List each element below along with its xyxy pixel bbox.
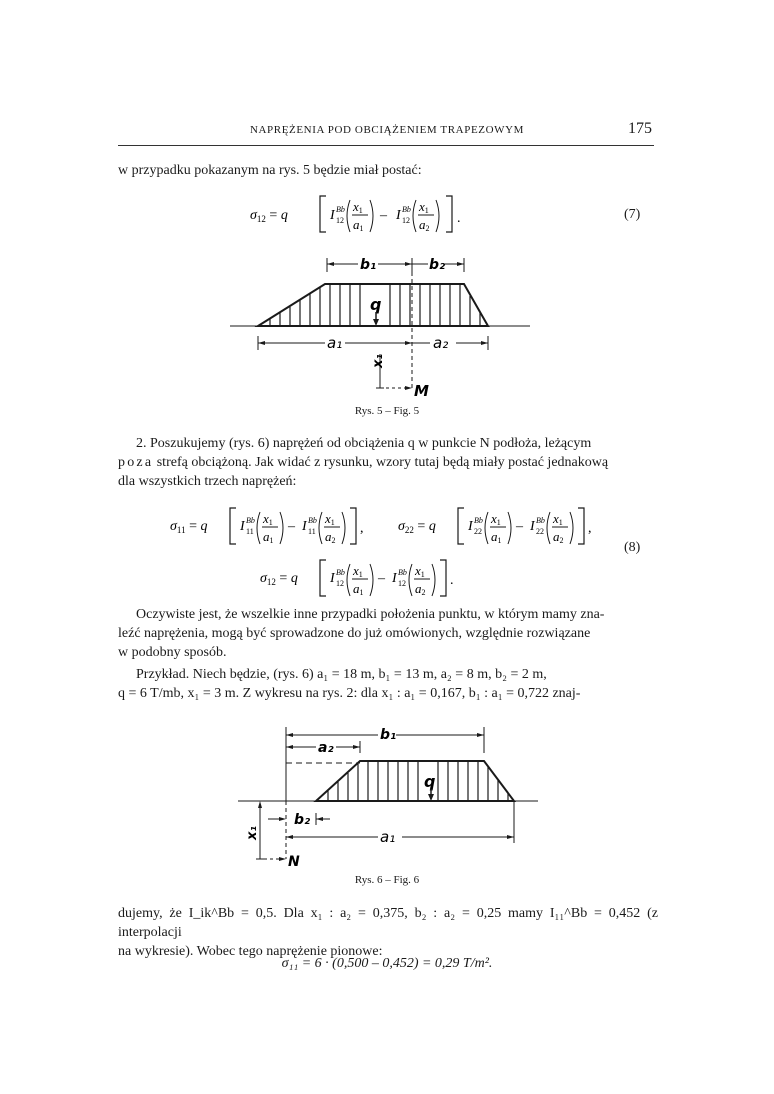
example-paragraph bbox=[118, 665, 658, 703]
svg-text:x1: x1 bbox=[353, 563, 363, 579]
example-line2: q = 6 T/mb, x₁ = 3 m. Z wykresu na rys. 2: dla x₁ : a₁ = 0,167, b₁ : a₁ = 0,722 znaj- bbox=[118, 686, 581, 701]
fig6-label-q: q bbox=[424, 772, 436, 791]
running-title: NAPRĘŻENIA POD OBCIĄŻENIEM TRAPEZOWYM bbox=[249, 124, 525, 136]
svg-text:σ11 = q: $\sigma_{11} = q$ bbox=[170, 519, 208, 535]
svg-text:–: – bbox=[516, 519, 523, 534]
svg-text:12: 12 bbox=[336, 216, 344, 225]
final-equation: σ₁₁ = 6 · (0,500 – 0,452) = 0,29 T/m². bbox=[281, 956, 493, 971]
svg-text:Bb: Bb bbox=[308, 516, 317, 525]
svg-text:Bb: Bb bbox=[402, 205, 411, 214]
svg-text:a2: a2 bbox=[419, 217, 430, 233]
fig5-label-q: q bbox=[370, 295, 382, 314]
equation-7-number: (7) bbox=[624, 207, 641, 222]
figure-6-drawing bbox=[238, 725, 538, 870]
svg-text:I: I bbox=[330, 571, 335, 586]
svg-text:I: I bbox=[530, 519, 535, 534]
result-line1: dujemy, że I_ik^Bb = 0,5. Dla x₁ : a₂ = 0,375, b₂ : a₂ = 0,25 mamy I₁₁^Bb = 0,452 (z interpolacji bbox=[118, 906, 658, 940]
para2-line2 bbox=[118, 453, 658, 472]
svg-text:σ22 = q: $\sigma_{22} = q$ bbox=[398, 519, 436, 535]
svg-text:x1: x1 bbox=[353, 199, 363, 215]
fig6-label-b2: b₂ bbox=[294, 812, 311, 828]
svg-text:a1: a1 bbox=[263, 529, 274, 545]
page-header bbox=[0, 122, 774, 142]
svg-text:Bb: Bb bbox=[398, 568, 407, 577]
para2-spaced-word: poza bbox=[118, 455, 154, 470]
para2-line2-rest: strefą obciążoną. Jak widać z rysunku, wzory tutaj będą miały postać jednakową bbox=[156, 455, 609, 470]
svg-text:–: – bbox=[288, 519, 295, 534]
figure-5-drawing bbox=[230, 250, 530, 400]
svg-text:11: 11 bbox=[308, 527, 316, 536]
fig6-label-N: N bbox=[288, 854, 300, 870]
svg-text:σ12 = q: $\sigma_{12} = q$ bbox=[250, 208, 288, 224]
fig5-label-a1: a₁ bbox=[327, 334, 343, 352]
result-paragraph bbox=[118, 904, 658, 961]
fig5-label-a2: a₂ bbox=[433, 334, 449, 352]
svg-text:Bb: Bb bbox=[536, 516, 545, 525]
fig6-label-x1: x₁ bbox=[245, 825, 260, 840]
equation-8 bbox=[170, 500, 630, 600]
svg-text:x1: x1 bbox=[419, 199, 429, 215]
svg-text:I: I bbox=[330, 208, 335, 223]
figure-5-caption: Rys. 5 – Fig. 5 bbox=[354, 405, 420, 417]
equation-8-number: (8) bbox=[624, 540, 641, 555]
svg-text:x1: x1 bbox=[415, 563, 425, 579]
fig6-label-a2: a₂ bbox=[318, 740, 334, 756]
svg-text:Bb: Bb bbox=[474, 516, 483, 525]
svg-text:12: 12 bbox=[336, 579, 344, 588]
svg-text:x1: x1 bbox=[553, 511, 563, 527]
equation-8-formula bbox=[170, 500, 630, 600]
equation-7-formula bbox=[250, 190, 530, 236]
svg-text:x1: x1 bbox=[325, 511, 335, 527]
svg-text:,: , bbox=[360, 521, 364, 536]
figure-6 bbox=[238, 725, 538, 870]
svg-text:a2: a2 bbox=[553, 529, 564, 545]
svg-text:x1: x1 bbox=[263, 511, 273, 527]
svg-text:I: I bbox=[302, 519, 307, 534]
paragraph-2 bbox=[118, 434, 658, 491]
svg-text:I: I bbox=[468, 519, 473, 534]
svg-text:22: 22 bbox=[474, 527, 482, 536]
svg-text:a1: a1 bbox=[353, 581, 364, 597]
para2-line1: 2. Poszukujemy (rys. 6) naprężeń od obciążenia q w punkcie N podłoża, leżącym bbox=[136, 436, 592, 451]
figure-6-caption: Rys. 6 – Fig. 6 bbox=[354, 874, 420, 886]
para3-line2: leźć naprężenia, mogą być sprowadzone do już omówionych, względnie rozwiązane bbox=[118, 626, 591, 641]
intro-line: w przypadku pokazanym na rys. 5 będzie miał postać: bbox=[118, 163, 422, 178]
equation-7 bbox=[250, 190, 530, 236]
fig5-label-b1: b₁ bbox=[360, 257, 377, 273]
figure-5 bbox=[230, 250, 530, 400]
fig5-label-M: M bbox=[414, 382, 429, 400]
header-rule bbox=[118, 145, 654, 146]
svg-text:σ12 = q: $\sigma_{12} = q$ bbox=[260, 571, 298, 587]
result-line2: na wykresie). Wobec tego naprężenie pionowe: bbox=[118, 944, 383, 959]
page-number: 175 bbox=[628, 120, 652, 137]
svg-text:a1: a1 bbox=[353, 217, 364, 233]
para3-line1: Oczywiste jest, że wszelkie inne przypadki położenia punktu, w którym mamy zna- bbox=[136, 607, 605, 622]
fig5-label-x1: x₁ bbox=[371, 353, 386, 368]
svg-text:11: 11 bbox=[246, 527, 254, 536]
svg-text:I: I bbox=[240, 519, 245, 534]
fig6-label-b1: b₁ bbox=[380, 727, 397, 743]
svg-text:Bb: Bb bbox=[246, 516, 255, 525]
svg-text:22: 22 bbox=[536, 527, 544, 536]
svg-text:I: I bbox=[396, 208, 401, 223]
svg-text:12: 12 bbox=[402, 216, 410, 225]
para2-line3: dla wszystkich trzech naprężeń: bbox=[118, 474, 297, 489]
para3-line3: w podobny sposób. bbox=[118, 645, 227, 660]
svg-text:x1: x1 bbox=[491, 511, 501, 527]
svg-text:a2: a2 bbox=[415, 581, 426, 597]
example-line1: Przykład. Niech będzie, (rys. 6) a₁ = 18 m, b₁ = 13 m, a₂ = 8 m, b₂ = 2 m, bbox=[136, 667, 547, 682]
svg-text:12: 12 bbox=[398, 579, 406, 588]
fig6-label-a1: a₁ bbox=[380, 828, 396, 846]
svg-text:a2: a2 bbox=[325, 529, 336, 545]
svg-text:I: I bbox=[392, 571, 397, 586]
svg-text:,: , bbox=[588, 521, 592, 536]
svg-text:a1: a1 bbox=[491, 529, 502, 545]
svg-text:–: – bbox=[380, 208, 387, 223]
svg-text:Bb: Bb bbox=[336, 205, 345, 214]
svg-text:Bb: Bb bbox=[336, 568, 345, 577]
svg-text:.: . bbox=[450, 573, 454, 588]
svg-text:–: – bbox=[378, 571, 385, 586]
fig5-label-b2: b₂ bbox=[429, 257, 446, 273]
paragraph-3 bbox=[118, 605, 658, 662]
svg-text:.: . bbox=[457, 211, 461, 226]
